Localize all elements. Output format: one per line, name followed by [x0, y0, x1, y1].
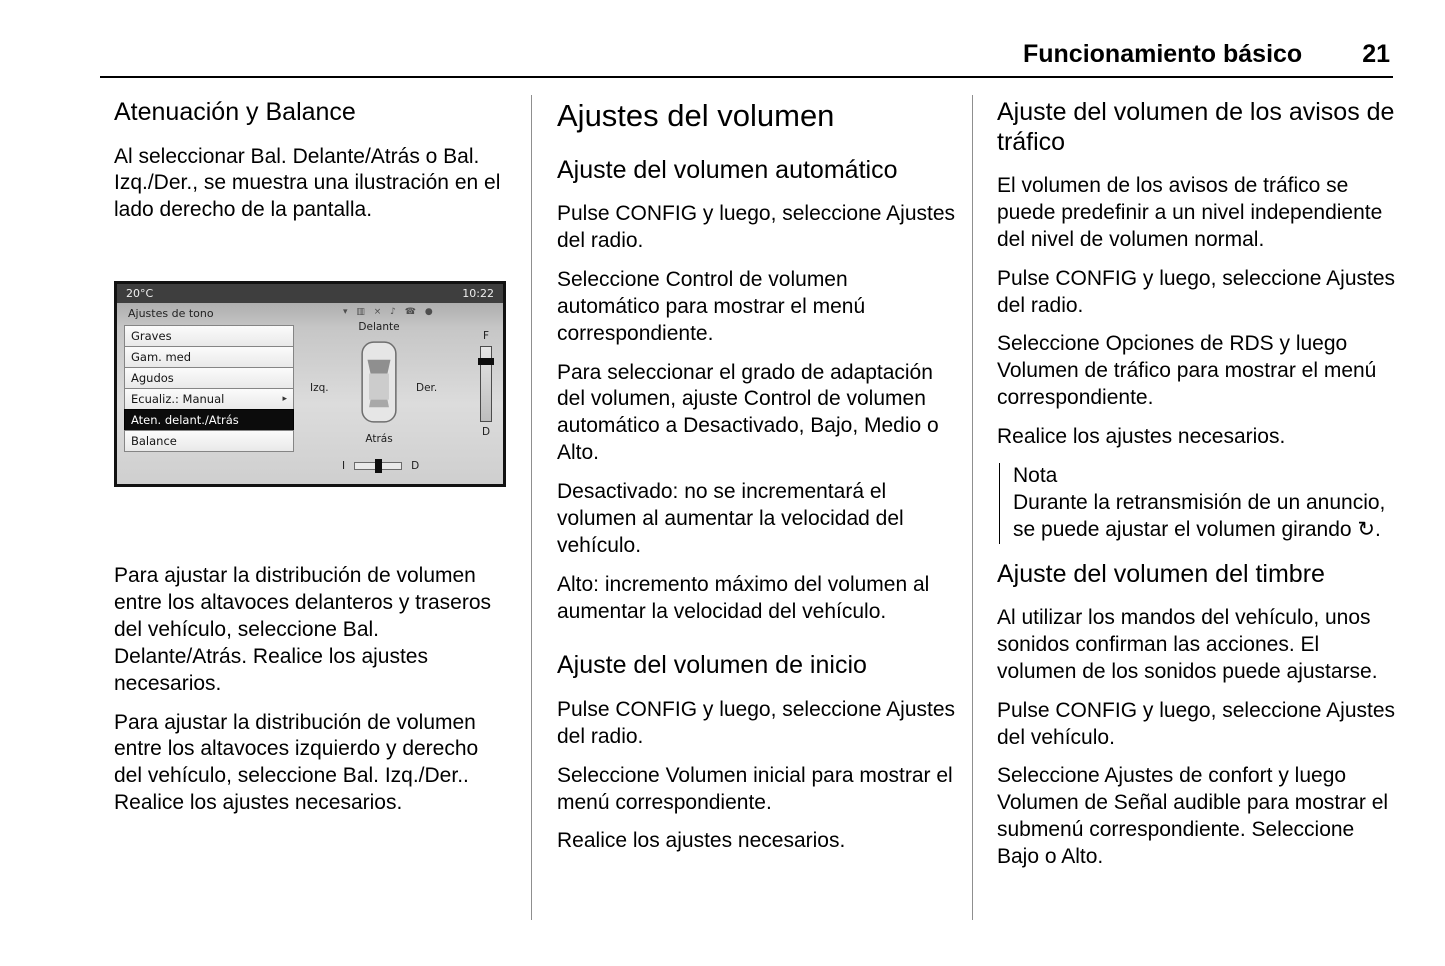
column-divider-left — [531, 95, 532, 920]
car-top-view-icon — [356, 335, 402, 429]
fader-top-label: F — [482, 330, 490, 343]
heading-volumen-automatico: Ajuste del volumen automático — [557, 155, 898, 184]
paragraph: Para seleccionar el grado de adaptación del volumen, ajuste Control de volumen automático a Desactivado, Bajo, Medio o Alto. — [557, 360, 939, 465]
chevron-right-icon: ▸ — [282, 394, 287, 405]
paragraph: Seleccione Volumen inicial para mostrar el menú correspondiente. — [557, 763, 953, 814]
paragraph: Seleccione Control de volumen automático para mostrar el menú correspondiente. — [557, 267, 866, 345]
balance-handle — [375, 459, 382, 473]
paragraph: Seleccione Ajustes de confort y luego Volumen de Señal audible para mostrar el submenú correspondiente. Seleccione Bajo o Alto. — [997, 764, 1389, 868]
paragraph: Pulse CONFIG y luego, seleccione Ajustes del radio. — [997, 266, 1396, 317]
screen-menu-item-balance — [124, 430, 294, 452]
menu-item-label: Graves — [131, 329, 172, 344]
label-front: Delante — [358, 321, 400, 334]
balance-control — [342, 460, 419, 472]
screen-title: Ajustes de tono — [128, 307, 214, 321]
header-rule — [100, 76, 1393, 78]
heading-ajustes-del-volumen: Ajustes del volumen — [557, 98, 835, 133]
paragraph: Realice los ajustes necesarios. — [557, 829, 846, 853]
heading-volumen-de-inicio: Ajuste del volumen de inicio — [557, 651, 867, 680]
paragraph: Realice los ajustes necesarios. — [997, 425, 1286, 448]
screen-menu-item-gam-med — [124, 346, 294, 368]
screen-menu — [124, 325, 294, 452]
column-3 — [997, 98, 1395, 883]
column-1 — [114, 98, 512, 829]
label-left: Izq. — [310, 382, 329, 395]
note-title: Nota — [1013, 463, 1058, 487]
fader-track — [480, 346, 492, 422]
note-block — [999, 463, 1395, 544]
menu-item-label: Aten. delant./Atrás — [131, 413, 239, 428]
balance-right-label: D — [411, 460, 420, 473]
paragraph: Para ajustar la distribución de volumen entre los altavoces delanteros y traseros del vehículo, seleccione Bal. Delante/Atrás. Realice los ajustes necesarios. — [114, 564, 492, 695]
infotainment-screenshot — [114, 281, 506, 487]
column-2 — [557, 98, 955, 867]
fader-bottom-label: D — [481, 426, 491, 439]
heading-volumen-avisos-trafico: Ajuste del volumen de los avisos de tráfico — [997, 98, 1395, 156]
page-header — [1023, 40, 1390, 69]
screen-menu-item-graves — [124, 325, 294, 347]
menu-item-label: Ecualiz.: Manual — [131, 392, 225, 407]
menu-item-label: Balance — [131, 434, 177, 449]
screen-menu-item-aten-delant-atras-selected — [124, 409, 294, 431]
header-page-number: 21 — [1362, 40, 1390, 68]
screen-clock: 10:22 — [462, 287, 494, 301]
label-rear: Atrás — [365, 433, 393, 446]
paragraph: Seleccione Opciones de RDS y luego Volumen de tráfico para mostrar el menú correspondiente. — [997, 332, 1377, 410]
menu-item-label: Gam. med — [131, 350, 192, 365]
balance-left-label: I — [342, 460, 346, 473]
column-divider-right — [972, 95, 973, 920]
paragraph: Desactivado: no se incrementará el volumen al aumentar la velocidad del vehículo. — [557, 480, 904, 557]
menu-item-label: Agudos — [131, 371, 174, 386]
screen-menu-item-agudos — [124, 367, 294, 389]
fader-control — [480, 330, 492, 438]
paragraph: Para ajustar la distribución de volumen entre los altavoces izquierdo y derecho del vehículo, seleccione Bal. Izq./Der.. Realice los ajustes necesarios. — [114, 710, 479, 815]
balance-track — [354, 462, 402, 470]
paragraph: Alto: incremento máximo del volumen al aumentar la velocidad del vehículo. — [557, 572, 930, 623]
screen-status-bar — [117, 284, 503, 303]
paragraph: Pulse CONFIG y luego, seleccione Ajustes del radio. — [557, 202, 956, 253]
screen-temperature: 20°C — [126, 287, 154, 301]
paragraph: Pulse CONFIG y luego, seleccione Ajustes del vehículo. — [997, 698, 1396, 749]
header-section-title: Funcionamiento básico — [1022, 40, 1303, 68]
note-body: Durante la retransmisión de un anuncio, se puede ajustar el volumen girando ↻. — [1013, 490, 1386, 541]
screen-menu-item-ecualiz — [124, 388, 294, 410]
heading-volumen-del-timbre: Ajuste del volumen del timbre — [997, 559, 1325, 588]
paragraph: Al utilizar los mandos del vehículo, unos sonidos confirman las acciones. El volumen de los sonidos puede ajustarse. — [997, 606, 1378, 683]
paragraph: Pulse CONFIG y luego, seleccione Ajustes del radio. — [557, 697, 956, 748]
heading-atenuacion-balance: Atenuación y Balance — [114, 98, 356, 126]
fader-handle — [478, 358, 494, 365]
paragraph: El volumen de los avisos de tráfico se puede predefinir a un nivel independiente del nivel de volumen normal. — [997, 174, 1383, 251]
statusbar-icons: ▾ ▥ × ♪ ☎ ● — [343, 307, 436, 318]
paragraph: Al seleccionar Bal. Delante/Atrás o Bal. Izq./Der., se muestra una ilustración en el lado derecho de la pantalla. — [114, 144, 501, 222]
label-right: Der. — [416, 382, 438, 395]
